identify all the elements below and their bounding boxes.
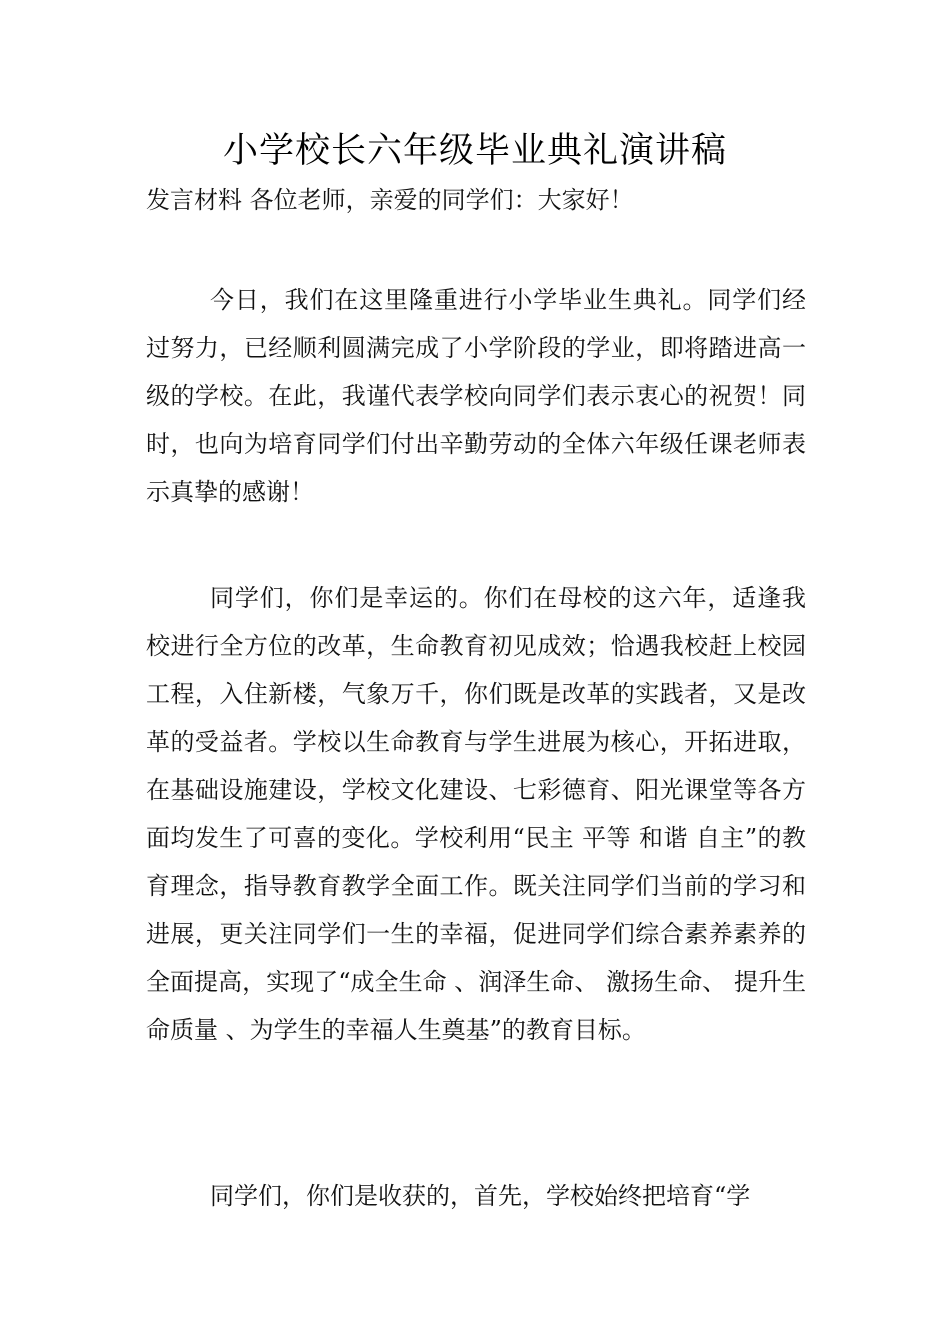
paragraph-1: 今日，我们在这里隆重进行小学毕业生典礼。同学们经过努力，已经顺利圆满完成了小学阶段的学业，即将踏进高一级的学校。在此，我谨代表学校向同学们表示衷心的祝贺！同时，也向为培育同学们付出辛勤劳动的全体六年级任课老师表示真挚的感谢！ [146,286,806,506]
greeting-line: 发言材料 各位老师，亲爱的同学们：大家好！ [146,186,634,214]
paragraph-2: 同学们，你们是幸运的。你们在母校的这六年，适逢我校进行全方位的改革，生命教育初见成效；恰遇我校赶上校园工程，入住新楼，气象万千，你们既是改革的实践者，又是改革的受益者。学校以生命教育与学生进展为核心，开拓进取，在基础设施建设，学校文化建设、七彩德育、阳光课堂等各方面均发生了可喜的变化。学校利用“民主 平等 和谐 自主”的教育理念，指导教育教学全面工作。既关注同学们当前的学习和进展，更关注同学们一生的幸福，促进同学们综合素养素养的全面提高，实现了“成全生命 、润泽生命、 激扬生命、 提升生命质量 、为学生的幸福人生奠基”的教育目标。 [146,584,806,1044]
paragraph-3: 同学们，你们是收获的，首先，学校始终把培育“学 [210,1182,751,1210]
document-title: 小学校长六年级毕业典礼演讲稿 [222,131,727,171]
